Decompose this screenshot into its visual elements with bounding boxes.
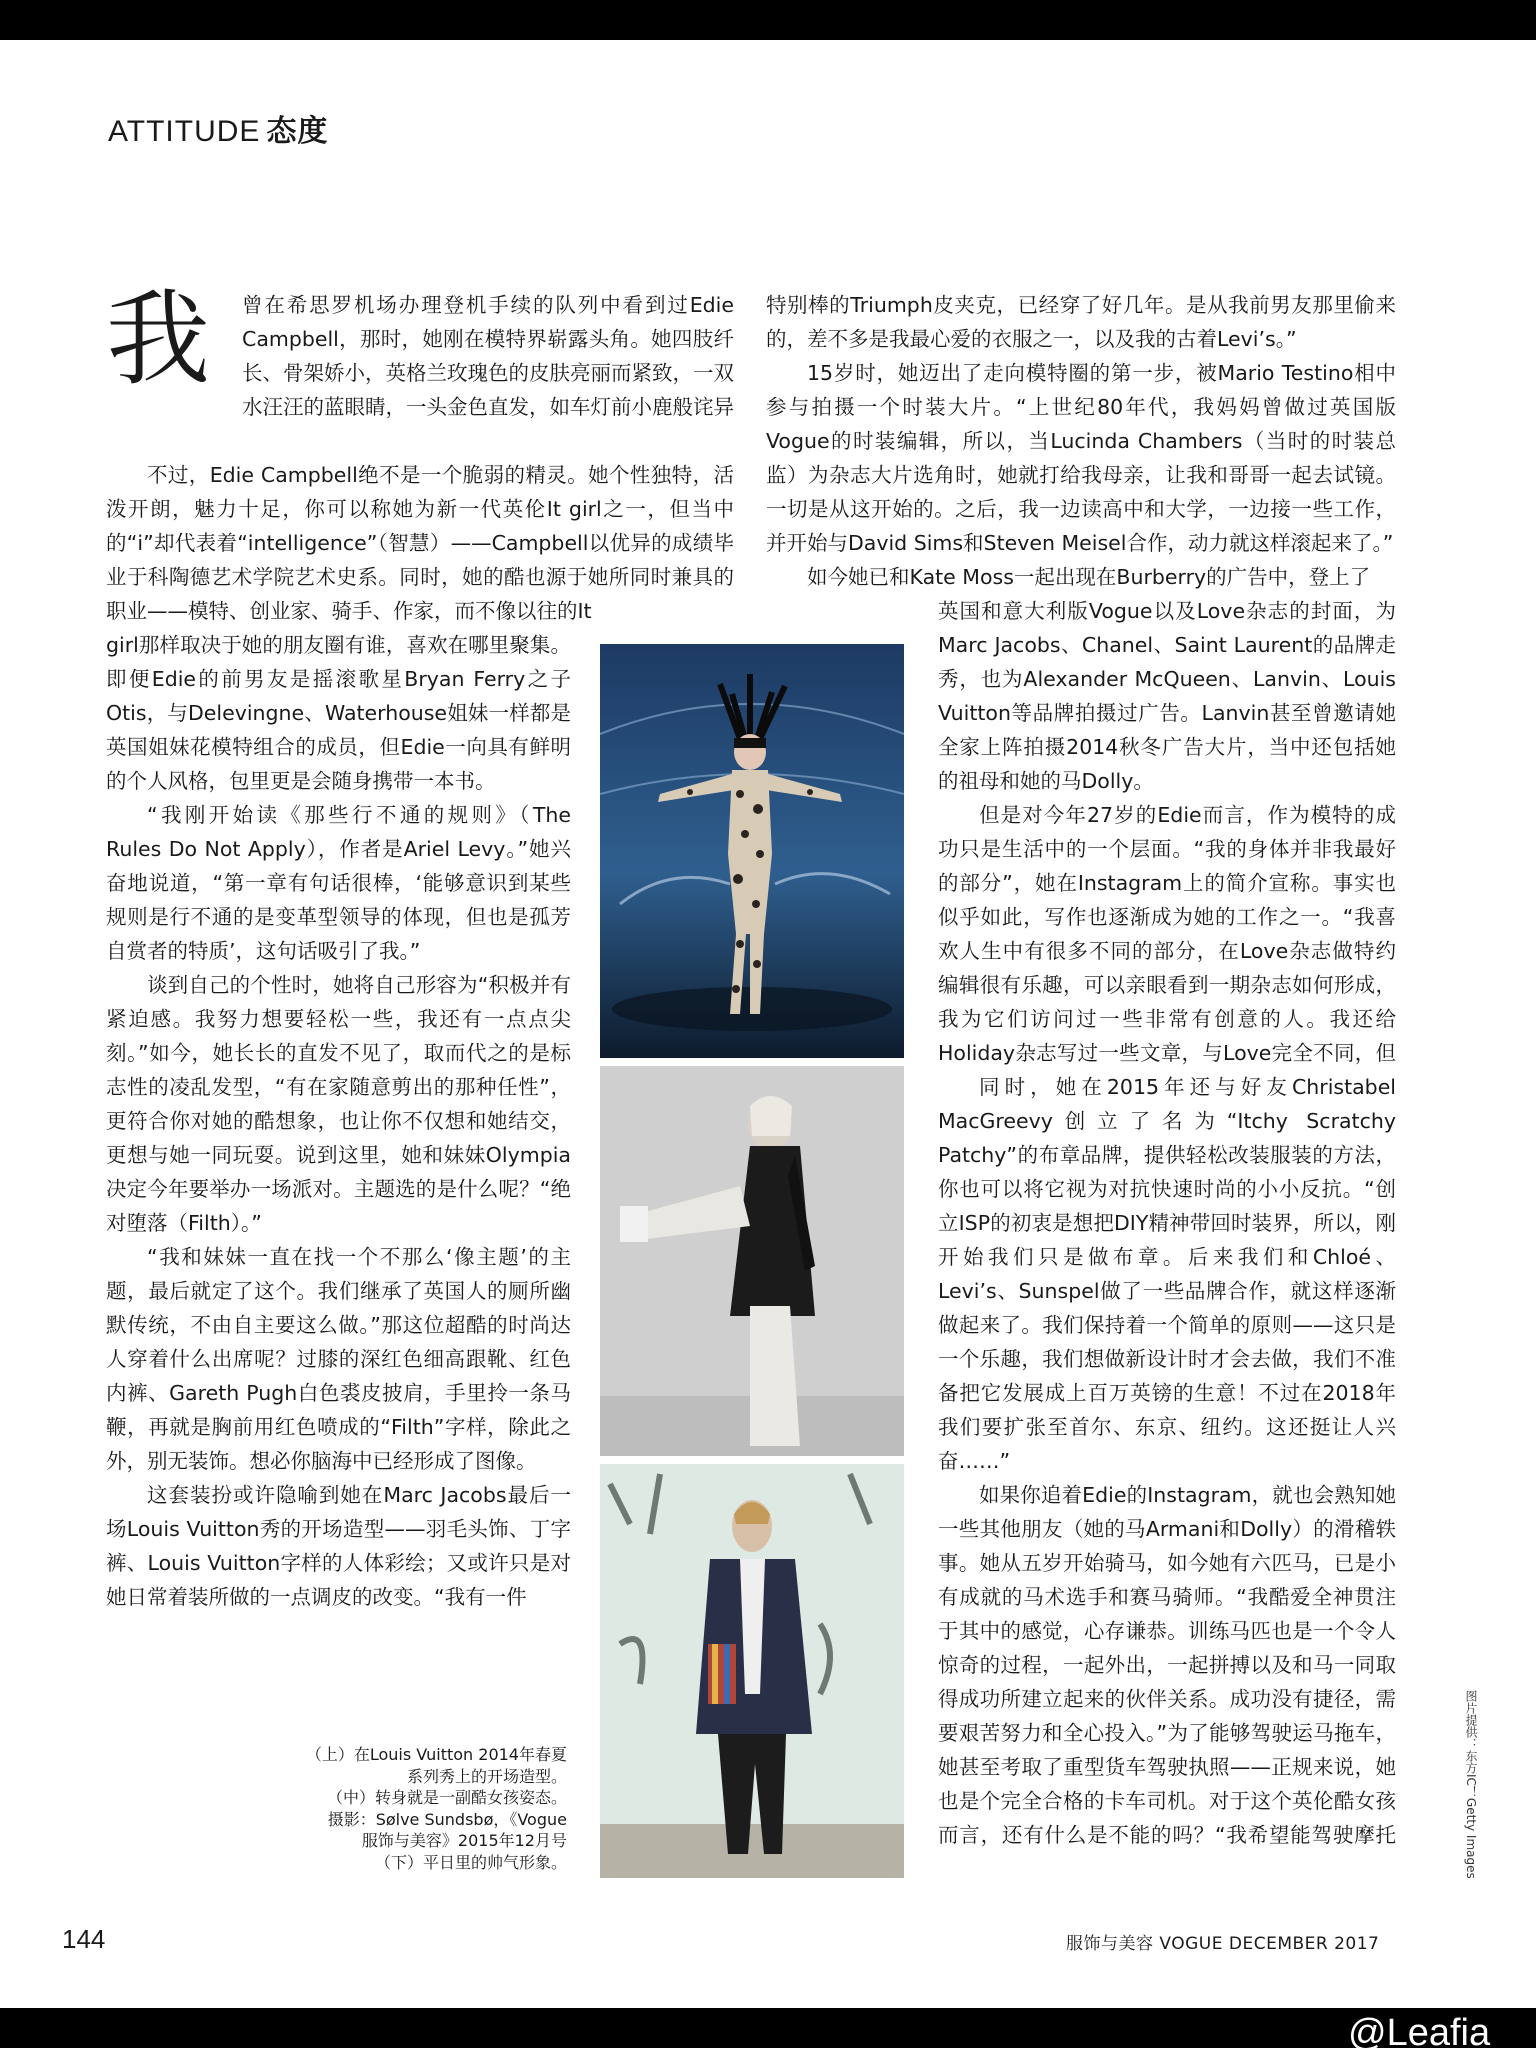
paragraph-6: 这套装扮或许隐喻到她在Marc Jacobs最后一场Louis Vuitton秀的开场造型——羽毛头饰、丁字裤、Louis Vuitton字样的人体彩绘；又或许只是对她日常着装所做的一点调皮的改变。“我有一件 [106,1483,571,1609]
caption-line: 服饰与美容》2015年12月号 [361,1831,567,1850]
top-black-border [0,0,1536,40]
footer-masthead: 服饰与美容 VOGUE DECEMBER 2017 [1066,1934,1380,1954]
paragraph-9-part-2: 英国和意大利版Vogue以及Love杂志的封面，为Marc Jacobs、Chanel、Saint Laurent的品牌走秀，也为Alexander McQueen、Lanvin、Louis Vuitton等品牌拍摄过广告。Lanvin甚至曾邀请她全家上阵拍摄2014秋冬广告大片，当中还包括她的祖母和她的马Dolly。 [938,599,1396,793]
section-title-en: ATTITUDE [108,115,261,148]
caption-line: 系列秀上的开场造型。 [406,1766,567,1786]
bottom-black-border [0,2008,1536,2048]
section-header [108,106,328,150]
photo-everyday-look [600,1464,904,1878]
caption-line: （下）平日里的帅气形象。 [374,1852,567,1872]
photo-caption [270,1744,567,1873]
watermark: @Leafia [1348,2012,1491,2054]
paragraph-8: 15岁时，她迈出了走向模特圈的第一步，被Mario Testino相中参与拍摄一个时装大片。“上世纪80年代，我妈妈曾做过英国版Vogue的时装编辑，所以，当Lucinda Chambers（当时的时装总监）为杂志大片选角时，她就打给我母亲，让我和哥哥一起去试镜。一切是从这开始的。之后，我一边读高中和大学，一边接一些工作，并开始与David Sims和Steven Meisel合作，动力就这样滚起来了。” [766,361,1396,555]
paragraph-1: 曾在希思罗机场办理登机手续的队列中看到过Edie Campbell，那时，她刚在模特界崭露头角。她四肢纤长、骨架娇小，英格兰玫瑰色的皮肤亮丽而紧致，一双水汪汪的蓝眼睛，一头金色直发，如车灯前小鹿般诧异 [242,293,734,419]
paragraph-9-part-1: 如今她已和Kate Moss一起出现在Burberry的广告中，登上了 [807,565,1371,589]
paragraph-4: 谈到自己的个性时，她将自己形容为“积极并有紧迫感。我努力想要轻松一些，我还有一点点尖刻。”如今，她长长的直发不见了，取而代之的是标志性的凌乱发型，“有在家随意剪出的那种任性”，更符合你对她的酷想象，也让你不仅想和她结交，更想与她一同玩耍。说到这里，她和妹妹Olympia决定今年要举办一场派对。主题选的是什么呢？“绝对堕落（Filth）。” [106,973,571,1235]
photo-cool-girl-kick [600,1066,904,1456]
paragraph-3: “我刚开始读《那些行不通的规则》（The Rules Do Not Apply），作者是Ariel Levy。”她兴奋地说道，“第一章有句话很棒，‘能够意识到某些规则是行不通的是变革型领导的体现，但也是孤芳自赏者的特质’，这句话吸引了我。” [106,803,571,963]
paragraph-11: 同时，她在2015年还与好友Christabel MacGreevy创立了名为“Itchy Scratchy Patchy”的布章品牌，提供轻松改装服装的方法，你也可以将它视为对抗快速时尚的小小反抗。“创立ISP的初衷是想把DIY精神带回时装界，所以，刚开始我们只是做布章。后来我们和Chloé、Levi’s、Sunspel做了一些品牌合作，就这样逐渐做起来了。我们保持着一个简单的原则——这只是一个乐趣，我们想做新设计时才会去做，我们不准备把它发展成上百万英镑的生意！不过在2018年我们要扩张至首尔、东京、纽约。这还挺让人兴奋……” [938,1075,1396,1473]
paragraph-12: 如果你追着Edie的Instagram，就也会熟知她一些其他朋友（她的马Armani和Dolly）的滑稽轶事。她从五岁开始骑马，如今她有六匹马，已是小有成就的马术选手和赛马骑师。“我酷爱全神贯注于其中的感觉，心存谦恭。训练马匹也是一个令人惊奇的过程，一起外出，一起拼搏以及和马一同取得成功所建立起来的伙伴关系。成功没有捷径，需要艰苦努力和全心投入。”为了能够驾驶运马拖车，她甚至考取了重型货车驾驶执照——正规来说，她也是个完全合格的卡车司机。对于这个英伦酷女孩而言，还有什么是不能的吗？“我希望能驾驶摩托 [938,1483,1396,1847]
paragraph-7: 特别棒的Triumph皮夹克，已经穿了好几年。是从我前男友那里偷来的，差不多是我最心爱的衣服之一，以及我的古着Levi’s。” [766,293,1396,351]
paragraph-2-part-1: 不过，Edie Campbell绝不是一个脆弱的精灵。她个性独特，活泼开朗，魅力十足，你可以称她为新一代英伦It girl之一，但当中的“i”却代表着“intelligence”（智慧）——Campbell以优异的成绩毕业于科陶德艺术学院艺术史系。同时，她的酷也源于她所同时兼具的职业——模特、创业家、骑手、作家，而不像以往的It [106,463,734,623]
page-number: 144 [62,1924,106,1954]
caption-line: （中）转身就是一副酷女孩姿态。 [326,1788,567,1807]
drop-cap: 我 [106,278,211,400]
caption-line: 摄影：Sølve Sundsbø，《Vogue [327,1809,567,1829]
paragraph-5: “我和妹妹一直在找一个不那么‘像主题’的主题，最后就定了这个。我们继承了英国人的厕所幽默传统，不由自主要这么做。”那这位超酷的时尚达人穿着什么出席呢？过膝的深红色细高跟靴、红色内裤、Gareth Pugh白色裘皮披肩，手里拎一条马鞭，再就是胸前用红色喷成的“Filth”字样，除此之外，别无装饰。想必你脑海中已经形成了图像。 [106,1245,571,1473]
paragraph-10: 但是对今年27岁的Edie而言，作为模特的成功只是生活中的一个层面。“我的身体并非我最好的部分”，她在Instagram上的简介宣称。事实也似乎如此，写作也逐渐成为她的工作之一。“我喜欢人生中有很多不同的部分，在Love杂志做特约编辑很有乐趣，可以亲眼看到一期杂志如何形成，我为它们访问过一些非常有创意的人。我还给Holiday杂志写过一些文章，与Love完全不同，但 [938,803,1396,1065]
photo-credit: 图片提供：东方IC！Getty Images [1464,1690,1478,1879]
caption-line: （上）在Louis Vuitton 2014年春夏 [305,1745,567,1764]
paragraph-2-part-2: girl那样取决于她的朋友圈有谁，喜欢在哪里聚集。即便Edie的前男友是摇滚歌星Bryan Ferry之子Otis，与Delevingne、Waterhouse姐妹一样都是英国姐妹花模特组合的成员，但Edie一向具有鲜明的个人风格，包里更是会随身携带一本书。 [106,633,571,793]
section-title-zh: 态度 [266,114,329,149]
photo-runway-opening-look [600,644,904,1058]
